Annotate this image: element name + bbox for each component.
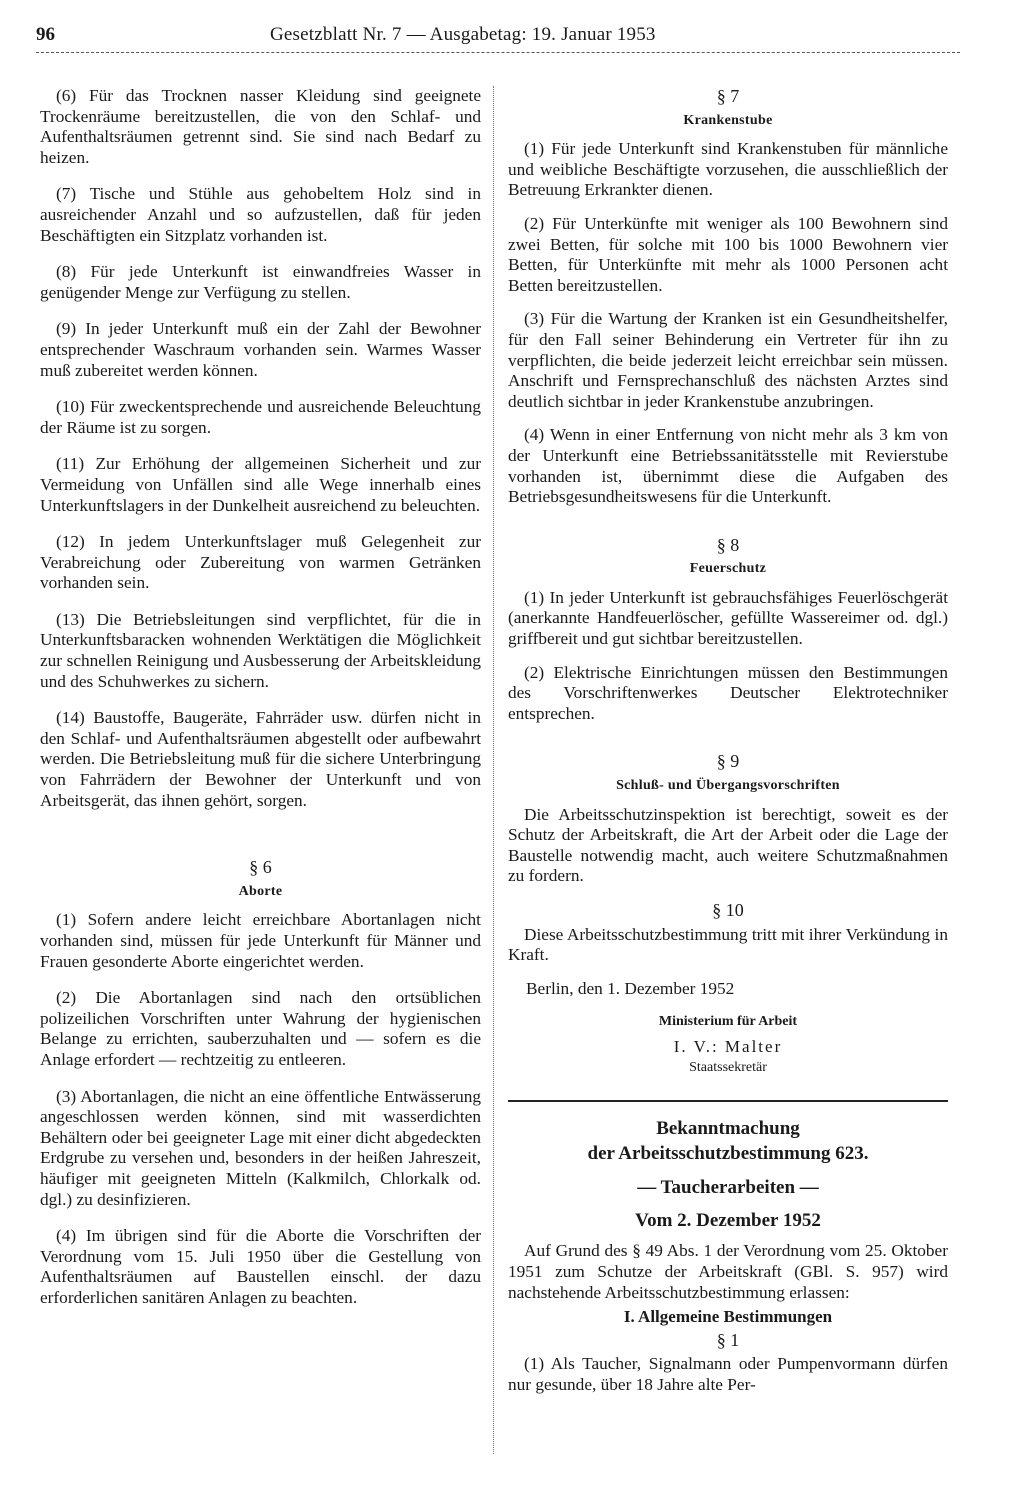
place-date: Berlin, den 1. Dezember 1952 — [526, 978, 735, 998]
section-7-paragraph-1: (1) Für jede Unterkunft sind Krankenstuben für männliche und weibliche Beschäftigte vorzusehen, die ausschließlich der Betreuung Erkrankter dienen. — [508, 139, 948, 200]
section-9-heading: Schluß- und Übergangsvorschriften — [616, 778, 840, 794]
section-6-heading: Aborte — [238, 883, 283, 899]
section-6-sign: § 6 — [249, 857, 272, 878]
paragraph-6: (6) Für das Trocknen nasser Kleidung sind geeignete Trockenräume bereitzustellen, die von den Schlaf- und Aufenthaltsräumen getrennt sind. Sie sind nach Bedarf zu heizen. — [40, 86, 481, 167]
announcement-section-1-sign: § 1 — [716, 1329, 740, 1350]
signature-name: I. V.: Malter — [673, 1036, 783, 1056]
column-divider — [493, 86, 494, 1454]
paragraph-12: (12) In jedem Unterkunftslager muß Gelegenheit zur Verabreichung oder Zubereitung von warmen Getränken vorhanden sein. — [40, 532, 481, 593]
paragraph-14: (14) Baustoffe, Baugeräte, Fahrräder usw. dürfen nicht in den Schlaf- und Aufenthaltsräumen abgestellt oder aufbewahrt werden. Die Betriebsleitung muß für die sichere Unterbringung von Fahrrädern der Bewohner der Unterkunft und von Arbeitsgerät, das ihnen gehört, sorgen. — [40, 708, 481, 810]
section-9-sign: § 9 — [716, 751, 740, 772]
section-7-paragraph-4: (4) Wenn in einer Entfernung von nicht mehr als 3 km von der Unterkunft eine Betriebssanitätsstelle mit Revierstube vorhanden ist, übernimmt diese die Aufgaben des Betriebsgesundheitswesens für die Unterkunft. — [508, 425, 948, 507]
signature-role: Staatssekretär — [689, 1059, 767, 1075]
section-6-paragraph-1: (1) Sofern andere leicht erreichbare Abortanlagen nicht vorhanden sind, müssen für jede Unterkunft für Männer und Frauen gesonderte Aborte eingerichtet werden. — [40, 910, 481, 971]
section-7-heading: Krankenstube — [683, 112, 773, 128]
signature-ministry: Ministerium für Arbeit — [658, 1014, 798, 1030]
section-7-paragraph-2: (2) Für Unterkünfte mit weniger als 100 Bewohnern sind zwei Betten, für solche mit 100 bis 1000 Bewohnern vier Betten, für Unterkünfte mit mehr als 1000 Personen acht Betten bereitzustellen. — [508, 213, 948, 295]
section-9-paragraph-1: Die Arbeitsschutzinspektion ist berechtigt, soweit es der Schutz der Arbeitskraft, die Art der Arbeit oder die Lage der Baustelle notwendig macht, auch weitere Schutzmaßnahmen zu fordern. — [508, 804, 948, 886]
section-7-sign: § 7 — [716, 86, 740, 106]
section-rule — [508, 1100, 948, 1102]
section-6-paragraph-3: (3) Abortanlagen, die nicht an eine öffentliche Entwässerung angeschlossen werden können, sind mit wasserdichten Behältern oder bei geeigneter Lage mit einer dicht abgedeckten Erdgrube zu versehen und, besonders in der heißen Jahreszeit, häufiger mit geeigneten Mitteln (Kalkmilch, Chlorkalk od. dgl.) zu desinfizieren. — [40, 1086, 481, 1209]
announcement-title-line-1: Bekanntmachung — [656, 1118, 800, 1140]
section-6-paragraph-4: (4) Im übrigen sind für die Aborte die Vorschriften der Verordnung vom 15. Juli 1950 über die Gestellung von Aufenthaltsräumen auf Baustellen einschl. der dazu erforderlichen sanitären Anlagen zu beachten. — [40, 1226, 481, 1307]
section-10-sign: § 10 — [712, 900, 744, 920]
announcement-paragraph-1: (1) Als Taucher, Signalmann oder Pumpenvormann dürfen nur gesunde, über 18 Jahre alte Per- — [508, 1354, 948, 1394]
section-7-paragraph-3: (3) Für die Wartung der Kranken ist ein Gesundheitshelfer, für den Fall seiner Behinderung ein Vertreter für ihn zu verpflichten, die beide jederzeit leicht erreichbar sein müssen. Anschrift und Fernsprechanschluß des nächsten Arztes sind deutlich sichtbar in jeder Krankenstube anzubringen. — [508, 309, 948, 411]
paragraph-10: (10) Für zweckentsprechende und ausreichende Beleuchtung der Räume ist zu sorgen. — [40, 397, 481, 437]
section-8-sign: § 8 — [716, 534, 740, 555]
section-8-paragraph-1: (1) In jeder Unterkunft ist gebrauchsfähiges Feuerlöschgerät (anerkannte Handfeuerlöscher, gefüllte Wassereimer od. dgl.) griffbereit und gut sichtbar bereitzustellen. — [508, 587, 948, 649]
paragraph-11: (11) Zur Erhöhung der allgemeinen Sicherheit und zur Vermeidung von Unfällen sind alle Wege innerhalb eines Unterkunftslagers in der Dunkelheit ausreichend zu beleuchten. — [40, 454, 481, 515]
paragraph-9: (9) In jeder Unterkunft muß ein der Zahl der Bewohner entsprechender Waschraum vorhanden sein. Warmes Wasser muß zubereitet werden können. — [40, 319, 481, 380]
general-provisions-heading: I. Allgemeine Bestimmungen — [623, 1307, 833, 1327]
announcement-title — [508, 1116, 948, 1166]
paragraph-13: (13) Die Betriebsleitungen sind verpflichtet, für die in Unterkunftsbaracken wohnenden Werktätigen die Möglichkeit zur schnellen Reinigung und Ausbesserung der Arbeitskleidung und des Schuhwerkes zu sichern. — [40, 609, 481, 691]
section-8-paragraph-2: (2) Elektrische Einrichtungen müssen den Bestimmungen des Vorschriftenwerkes Deutscher Elektrotechniker entsprechen. — [508, 662, 948, 723]
section-8-heading: Feuerschutz — [689, 561, 767, 577]
announcement-title-line-2: der Arbeitsschutzbestimmung 623. — [587, 1143, 869, 1165]
announcement-date: Vom 2. Dezember 1952 — [635, 1209, 821, 1231]
page-number: 96 — [36, 24, 55, 45]
paragraph-8: (8) Für jede Unterkunft ist einwandfreies Wasser in genügender Menge zur Verfügung zu stellen. — [40, 262, 481, 302]
section-6-paragraph-2: (2) Die Abortanlagen sind nach den ortsüblichen polizeilichen Vorschriften unter Wahrung der hygienischen Belange zu errichten, sauberzuhalten und — sofern es die Anlage erfordert — rechtzeitig zu entleeren. — [40, 988, 481, 1069]
page-header — [36, 22, 960, 53]
announcement-topic: — Taucherarbeiten — — [637, 1177, 819, 1199]
announcement-intro: Auf Grund des § 49 Abs. 1 der Verordnung vom 25. Oktober 1951 zum Schutze der Arbeitskraft (GBl. S. 957) wird nachstehende Arbeitsschutzbestimmung erlassen: — [508, 1241, 948, 1302]
left-column — [40, 86, 481, 1325]
paragraph-7: (7) Tische und Stühle aus gehobeltem Holz sind in ausreichender Anzahl und so aufzustellen, daß für jeden Beschäftigten ein Sitzplatz vorhanden ist. — [40, 184, 481, 245]
right-column — [508, 86, 948, 1409]
section-10-paragraph-1: Diese Arbeitsschutzbestimmung tritt mit ihrer Verkündung in Kraft. — [508, 924, 948, 965]
gazette-title: Gesetzblatt Nr. 7 — Ausgabetag: 19. Januar 1953 — [270, 24, 656, 45]
